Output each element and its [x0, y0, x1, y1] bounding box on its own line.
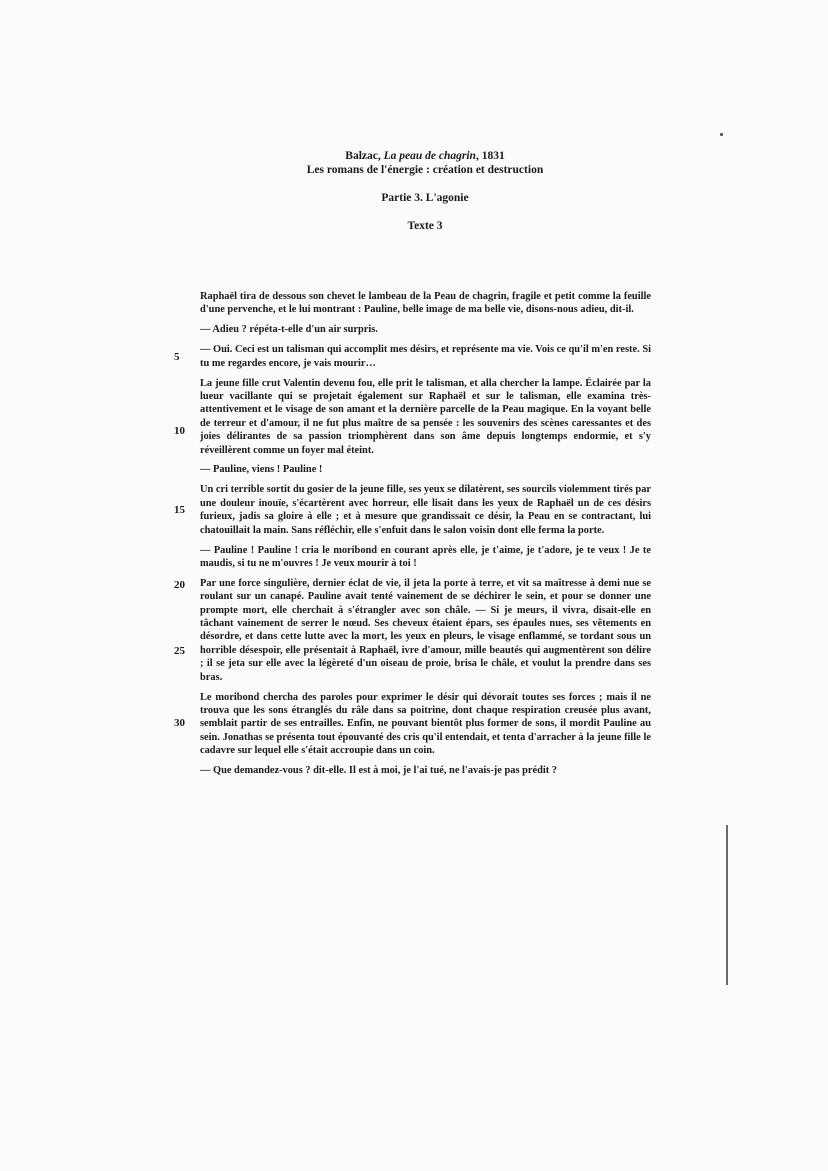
paragraph: Raphaël tira de dessous son chevet le lambeau de la Peau de chagrin, fragile et petit comme la feuille d'une pervenche, et le lui montrant : Pauline, belle image de ma belle vie, disons-nous adieu, dit-il.: [200, 291, 651, 316]
paragraph: Le moribond chercha des paroles pour exprimer le désir qui dévorait toutes ses forces ; mais il ne trouva que les sons étranglés du râle dans sa poitrine, dont chaque respiration creusée plus avant, semblait partir de ses entrailles. Enfin, ne pouvant bientôt plus former de sons, il mordit Pauline au sein. Jonathas se présenta tout épouvanté des cris qu'il entendait, et tenta d'arracher à la jeune fille le cadavre sur lequel elle s'était accroupie dans un coin.: [200, 691, 651, 757]
line-number: 10: [174, 425, 185, 437]
line-number: 15: [174, 504, 185, 516]
year: , 1831: [475, 150, 505, 162]
part-heading: Partie 3. L'agonie: [381, 192, 469, 204]
paragraph: La jeune fille crut Valentin devenu fou, elle prit le talisman, et alla chercher la lampe. Éclairée par la lueur vacillante qui se projetait également sur Raphaël et sur le talisman, elle examina très-attentivement et le visage de son amant et la dernière parcelle de la Peau magique. En la voyant belle de terreur et d'amour, il ne fut plus maître de sa pensée : les souvenirs des scènes caressantes et des joies délirantes de sa passion triomphèrent dans son âme depuis longtemps endormie, et s'y réveillèrent comme un foyer mal éteint.: [200, 377, 651, 456]
paragraph: Un cri terrible sortit du gosier de la jeune fille, ses yeux se dilatèrent, ses sourcils violemment tirés par une douleur inouïe, s'écartèrent avec horreur, elle lisait dans les yeux de Raphaël un de ces désirs furieux, jadis sa gloire à elle ; et à mesure que grandissait ce désir, la Peau en se contractant, lui chatouillait la main. Sans réfléchir, elle s'enfuit dans le salon voisin dont elle ferma la porte.: [200, 484, 651, 536]
title-line: [200, 150, 650, 162]
line-number: 5: [174, 351, 180, 363]
line-number: 20: [174, 579, 185, 591]
paragraph: — Pauline, viens ! Pauline !: [200, 464, 323, 476]
paragraph: — Adieu ? répéta-t-elle d'un air surpris.: [200, 324, 378, 336]
paragraph: Par une force singulière, dernier éclat de vie, il jeta la porte à terre, et vit sa maîtresse à demi nue se roulant sur un canapé. Pauline avait tenté vainement de se déchirer le sein, et pour se donner une prompte mort, elle cherchait à s'étrangler avec son châle. — Si je meurs, il vivra, disait-elle en tâchant vainement de serrer le nœud. Ses cheveux étaient épars, ses épaules nues, ses vêtements en désordre, et dans cette lutte avec la mort, les yeux en pleurs, le visage enflammé, se tordant sous un horrible désespoir, elle présentait à Raphaël, ivre d'amour, mille beautés qui augmentèrent son délire ; il se jeta sur elle avec la légèreté d'un oiseau de proie, brisa le châle, et voulut la prendre dans ses bras.: [200, 577, 651, 683]
scan-speck: [720, 133, 723, 136]
subtitle: Les romans de l'énergie : création et destruction: [306, 164, 544, 176]
work-title: La peau de chagrin: [383, 150, 476, 162]
line-number: 30: [174, 717, 185, 729]
author: Balzac,: [345, 150, 384, 162]
text-body: [200, 290, 651, 784]
paragraph: — Oui. Ceci est un talisman qui accomplit mes désirs, et représente ma vie. Vois ce qu'il m'en reste. Si tu me regardes encore, je vais mourir…: [200, 344, 651, 369]
text-heading: Texte 3: [407, 220, 443, 232]
scan-edge-line: [726, 825, 728, 985]
paragraph: — Que demandez-vous ? dit-elle. Il est à moi, je l'ai tué, ne l'avais-je pas prédit ?: [200, 765, 558, 777]
paragraph: — Pauline ! Pauline ! cria le moribond en courant après elle, je t'aime, je t'adore, je te veux ! Je te maudis, si tu ne m'ouvres ! Je veux mourir à toi !: [200, 544, 651, 569]
line-number: 25: [174, 645, 185, 657]
